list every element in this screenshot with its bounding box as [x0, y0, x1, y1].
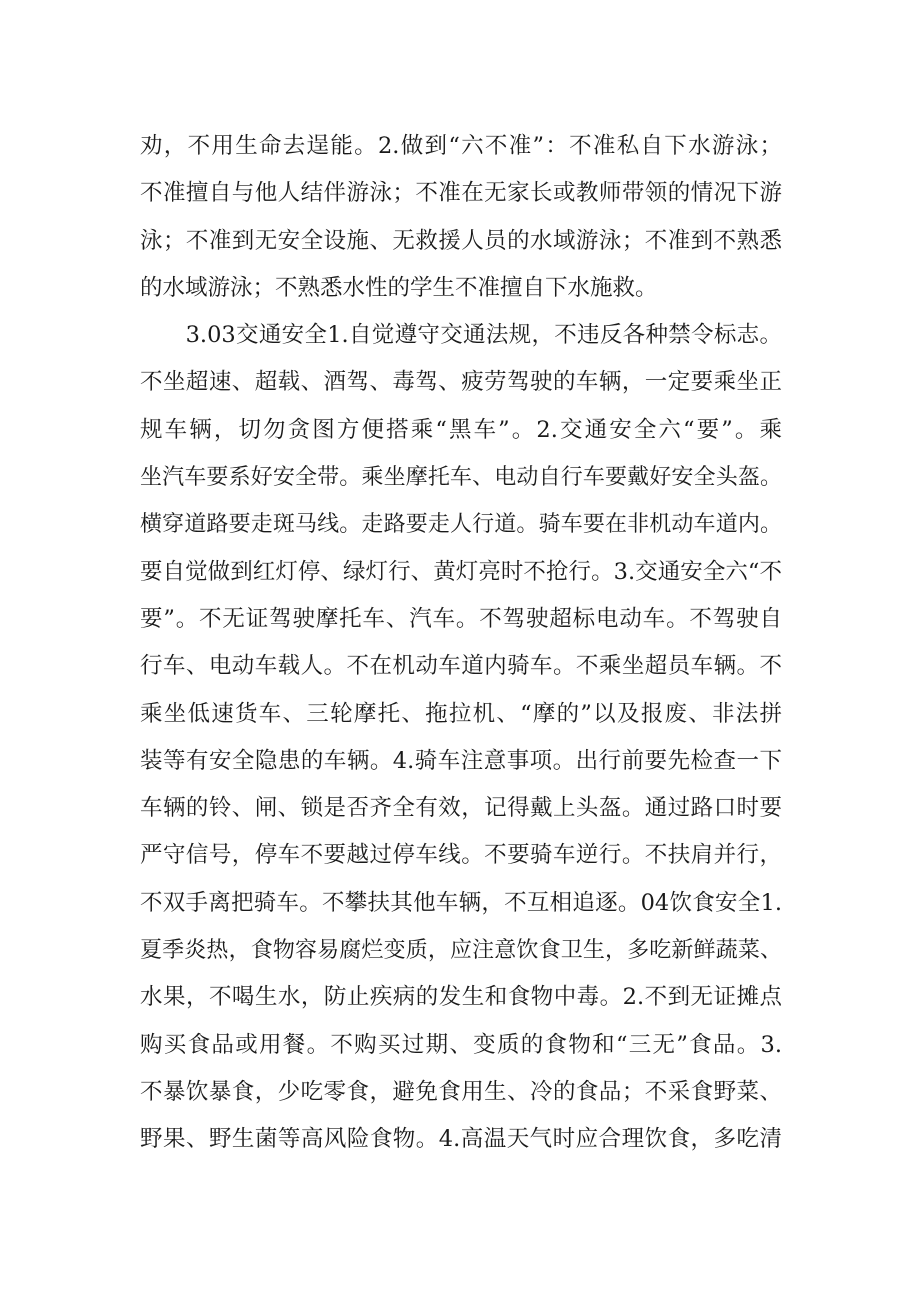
text-line: 不暴饮暴食，少吃零食，避免食用生、冷的食品；不采食野菜、 [140, 1078, 782, 1105]
paragraph-1 [140, 123, 782, 312]
text-line: 购买食品或用餐。不购买过期、变质的食物和“三无”食品。3. [140, 1031, 782, 1058]
text-line: 规车辆，切勿贪图方便搭乘“黑车”。2.交通安全六“要”。乘 [140, 416, 782, 443]
body-text [140, 123, 782, 1164]
text-line: 不双手离把骑车。不攀扶其他车辆，不互相追逐。04饮食安全1. [140, 889, 782, 916]
text-line: 要”。不无证驾驶摩托车、汽车。不驾驶超标电动车。不驾驶自 [140, 605, 782, 632]
text-line: 3.03交通安全1.自觉遵守交通法规，不违反各种禁令标志。 [140, 322, 782, 349]
text-line: 野果、野生菌等高风险食物。4.高温天气时应合理饮食，多吃清 [140, 1126, 782, 1153]
text-line: 行车、电动车载人。不在机动车道内骑车。不乘坐超员车辆。不 [140, 653, 782, 680]
text-line: 的水域游泳；不熟悉水性的学生不准擅自下水施救。 [140, 274, 658, 301]
text-line: 泳；不准到无安全设施、无救援人员的水域游泳；不准到不熟悉 [140, 227, 782, 254]
text-line: 要自觉做到红灯停、绿灯行、黄灯亮时不抢行。3.交通安全六“不 [140, 558, 782, 585]
text-line: 水果，不喝生水，防止疾病的发生和食物中毒。2.不到无证摊点 [140, 984, 782, 1011]
text-line: 严守信号，停车不要越过停车线。不要骑车逆行。不扶肩并行， [140, 842, 782, 869]
text-line: 乘坐低速货车、三轮摩托、拖拉机、“摩的”以及报废、非法拼 [140, 700, 782, 727]
text-line: 不准擅自与他人结伴游泳；不准在无家长或教师带领的情况下游 [140, 180, 782, 207]
text-line: 坐汽车要系好安全带。乘坐摩托车、电动自行车要戴好安全头盔。 [140, 465, 782, 491]
text-line: 劝，不用生命去逞能。2.做到“六不准”：不准私自下水游泳； [140, 133, 782, 159]
text-line: 横穿道路要走斑马线。走路要走人行道。骑车要在非机动车道内。 [140, 512, 782, 538]
text-line: 装等有安全隐患的车辆。4.骑车注意事项。出行前要先检查一下 [140, 747, 782, 774]
text-line: 不坐超速、超载、酒驾、毒驾、疲劳驾驶的车辆，一定要乘坐正 [140, 369, 782, 396]
text-line: 夏季炎热，食物容易腐烂变质，应注意饮食卫生，多吃新鲜蔬菜、 [140, 938, 782, 964]
paragraph-2 [140, 312, 782, 1163]
text-line: 车辆的铃、闸、锁是否齐全有效，记得戴上头盔。通过路口时要 [140, 795, 782, 822]
